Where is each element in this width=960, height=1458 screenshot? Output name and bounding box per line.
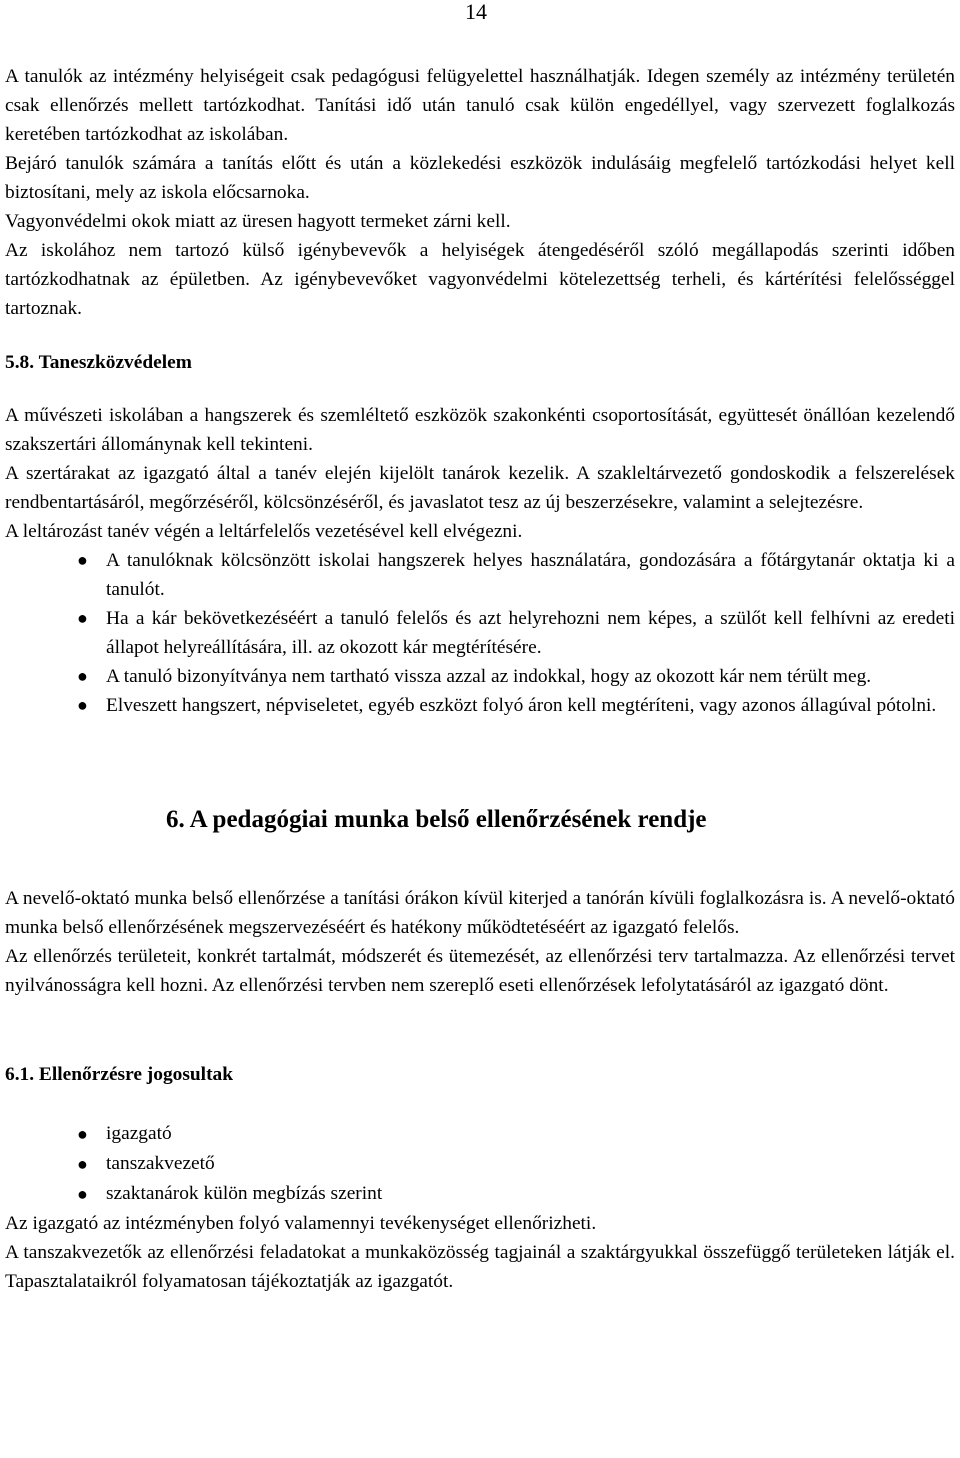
list-item [5, 546, 955, 604]
section-paragraph: Az igazgató az intézményben folyó valamennyi tevékenységet ellenőrizheti. [5, 1213, 597, 1234]
list-item-text: Elveszett hangszert, népviseletet, egyéb eszközt folyó áron kell megtéríteni, vagy azonos állagúval pótolni. [106, 695, 937, 716]
section-paragraph: A szertárakat az igazgató által a tanév elején kijelölt tanárok kezelik. A szakleltárvezető gondoskodik a felszerelések rendbentartásáról, megőrzéséről, kölcsönzéséről, és javaslatot tesz az új beszerzésekre, valamint a selejtezésre. [5, 463, 955, 513]
list-item [5, 1149, 955, 1179]
list-item [5, 662, 955, 691]
page-content [5, 62, 955, 1296]
intro-paragraph: A tanulók az intézmény helyiségeit csak pedagógusi felügyelettel használhatják. Idegen személy az intézmény területén csak ellenőrzés mellett tartózkodhat. Tanítási idő után tanuló csak külön engedéllyel, vagy szervezett foglalkozás keretében tartózkodhat az iskolában. [5, 66, 955, 145]
list-item [5, 604, 955, 662]
section-paragraph: A művészeti iskolában a hangszerek és szemléltető eszközök szakonkénti csoportosítását, együttesét önállóan kezelendő szakszertári állománynak kell tekinteni. [5, 405, 955, 455]
bullet-icon: ● [77, 1184, 88, 1204]
list-item [5, 1119, 955, 1149]
section-heading-5-8: 5.8. Taneszközvédelem [5, 352, 192, 373]
section-heading-6-1: 6.1. Ellenőrzésre jogosultak [5, 1064, 234, 1085]
section-paragraph: A leltározást tanév végén a leltárfelelős vezetésével kell elvégezni. [5, 521, 523, 542]
bullet-icon: ● [77, 1154, 88, 1174]
chapter-paragraph: Az ellenőrzés területeit, konkrét tartalmát, módszerét és ütemezését, az ellenőrzési terv tartalmazza. Az ellenőrzési tervet nyilvánosságra kell hozni. Az ellenőrzési tervben nem szereplő eseti ellenőrzések lefolytatásáról az igazgató dönt. [5, 946, 955, 996]
list-item-text: igazgató [106, 1123, 172, 1144]
bullet-icon: ● [77, 695, 88, 715]
bullet-list [5, 1119, 955, 1209]
list-item [5, 691, 955, 720]
intro-paragraph: Az iskolához nem tartozó külső igénybevevők a helyiségek átengedéséről szóló megállapodás szerinti időben tartózkodhatnak az épületben. Az igénybevevőket vagyonvédelmi kötelezettség terheli, és kártérítési felelősséggel tartoznak. [5, 240, 955, 319]
list-item-text: Ha a kár bekövetkezéséért a tanuló felelős és azt helyrehozni nem képes, a szülőt kell felhívni az eredeti állapot helyreállítására, ill. az okozott kár megtérítésére. [106, 608, 955, 658]
list-item-text: tanszakvezető [106, 1153, 215, 1174]
bullet-icon: ● [77, 1124, 88, 1144]
section-paragraph: A tanszakvezetők az ellenőrzési feladatokat a munkaközösség tagjainál a szaktárgyukkal összefüggő területeken látják el. Tapasztalataikról folyamatosan tájékoztatják az igazgatót. [5, 1242, 955, 1292]
bullet-icon: ● [77, 550, 88, 570]
list-item-text: A tanuló bizonyítványa nem tartható vissza azzal az indokkal, hogy az okozott kár nem térült meg. [106, 666, 872, 687]
intro-paragraph: Vagyonvédelmi okok miatt az üresen hagyott termeket zárni kell. [5, 211, 511, 232]
intro-paragraph: Bejáró tanulók számára a tanítás előtt és után a közlekedési eszközök indulásáig megfelelő tartózkodási helyet kell biztosítani, mely az iskola előcsarnoka. [5, 153, 955, 203]
list-item-text: A tanulóknak kölcsönzött iskolai hangszerek helyes használatára, gondozására a főtárgytanár oktatja ki a tanulót. [106, 550, 955, 600]
bullet-list [5, 546, 955, 720]
list-item-text: szaktanárok külön megbízás szerint [106, 1183, 383, 1204]
chapter-heading-6: 6. A pedagógiai munka belső ellenőrzésének rendje [166, 806, 707, 833]
page-number: 14 [465, 0, 487, 24]
bullet-icon: ● [77, 608, 88, 628]
bullet-icon: ● [77, 666, 88, 686]
list-item [5, 1179, 955, 1209]
chapter-paragraph: A nevelő-oktató munka belső ellenőrzése a tanítási órákon kívül kiterjed a tanórán kívüli foglalkozásra is. A nevelő-oktató munka belső ellenőrzésének megszervezéséért és hatékony működtetéséért az igazgató felelős. [5, 888, 955, 938]
